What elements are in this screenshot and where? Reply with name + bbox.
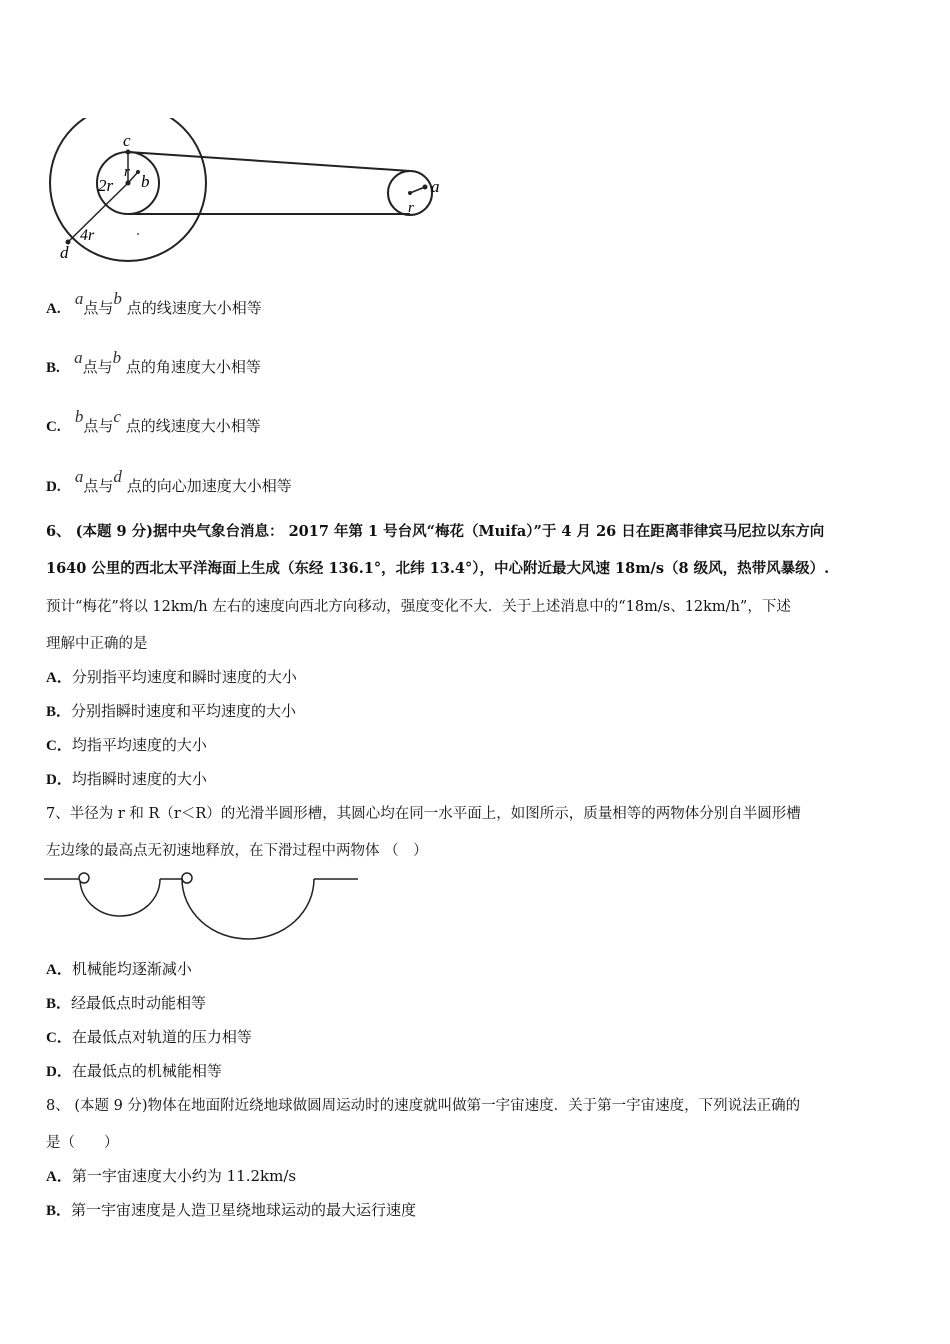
wheel-diagram <box>40 118 460 268</box>
stray-dot <box>137 233 139 235</box>
q6-option-c[interactable]: C．均指平均速度的大小 <box>46 736 207 754</box>
q6-option-a[interactable]: A．分别指平均速度和瞬时速度的大小 <box>46 668 297 686</box>
var-d: d <box>113 467 122 486</box>
belt-top <box>128 152 410 171</box>
q5-option-d[interactable]: D. a点与d 点的向心加速度大小相等 <box>46 467 292 495</box>
q6-stem-line2: 1640 公里的西北太平洋海面上生成（东经 136.1°，北纬 13.4°），中心附近最大风速 18m/s（8 级风，热带风暴级）. <box>46 560 830 577</box>
label-2r: 2r <box>98 176 114 195</box>
q5-option-b[interactable]: B. a点与b 点的角速度大小相等 <box>46 348 261 376</box>
large-object-ball <box>182 873 192 883</box>
point-c-dot <box>126 150 131 155</box>
q7-option-c[interactable]: C．在最低点对轨道的压力相等 <box>46 1028 252 1046</box>
label-b: b <box>141 172 150 191</box>
q8-option-a[interactable]: A．第一宇宙速度大小约为 11.2km/s <box>46 1167 297 1185</box>
label-a: a <box>431 177 440 196</box>
q8-stem-line1: 8、 (本题 9 分)物体在地面附近绕地球做圆周运动时的速度就叫做第一宇宙速度．关于第一宇宙速度，下列说法正确的 <box>46 1098 801 1114</box>
q6-stem-line4: 理解中正确的是 <box>46 636 148 652</box>
small-center-dot <box>408 191 412 195</box>
semicircle-grooves-diagram <box>44 870 364 946</box>
q5-option-a[interactable]: A. a点与b 点的线速度大小相等 <box>46 289 262 317</box>
small-object-ball <box>79 873 89 883</box>
q6-stem-line3: 预计“梅花”将以 12km/h 左右的速度向西北方向移动，强度变化不大．关于上述消息中的“18m/s、12km/h”，下述 <box>46 599 791 615</box>
q6-option-d[interactable]: D．均指瞬时速度的大小 <box>46 770 207 788</box>
var-b: b <box>74 407 84 426</box>
large-groove <box>182 879 314 939</box>
q6-option-b[interactable]: B．分别指瞬时速度和平均速度的大小 <box>46 702 297 720</box>
var-b: b <box>112 348 122 367</box>
center-dot <box>126 181 131 186</box>
label-4r: 4r <box>80 227 95 244</box>
q7-option-b[interactable]: B．经最低点时动能相等 <box>46 994 207 1012</box>
label-r-inner: r <box>124 164 130 180</box>
q8-stem-line2: 是（ ） <box>46 1135 119 1151</box>
var-b: b <box>113 289 122 308</box>
q7-stem-line2: 左边缘的最高点无初速地释放，在下滑过程中两物体 （ ） <box>46 843 428 859</box>
point-a-dot <box>423 185 428 190</box>
label-r-small: r <box>408 200 414 216</box>
q7-option-d[interactable]: D．在最低点的机械能相等 <box>46 1062 222 1080</box>
label-c: c <box>123 131 131 150</box>
small-groove <box>80 879 160 916</box>
var-c: c <box>113 407 121 426</box>
q7-stem-line1: 7、半径为 r 和 R（r＜R）的光滑半圆形槽，其圆心均在同一水平面上，如图所示，质量相等的两物体分别自半圆形槽 <box>46 806 801 822</box>
var-a: a <box>74 348 83 367</box>
q8-option-b[interactable]: B．第一宇宙速度是人造卫星绕地球运动的最大运行速度 <box>46 1201 417 1219</box>
var-a: a <box>74 289 84 308</box>
q7-option-a[interactable]: A．机械能均逐渐减小 <box>46 960 192 978</box>
q6-stem-line1: 6、 (本题 9 分)据中央气象台消息： 2017 年第 1 号台风“梅花（Muifa）”于 4 月 26 日在距离菲律宾马尼拉以东方向 <box>46 523 825 540</box>
var-a: a <box>74 467 84 486</box>
point-b-dot <box>136 170 140 174</box>
label-d: d <box>60 243 69 262</box>
q5-option-c[interactable]: C. b点与c 点的线速度大小相等 <box>46 407 261 435</box>
